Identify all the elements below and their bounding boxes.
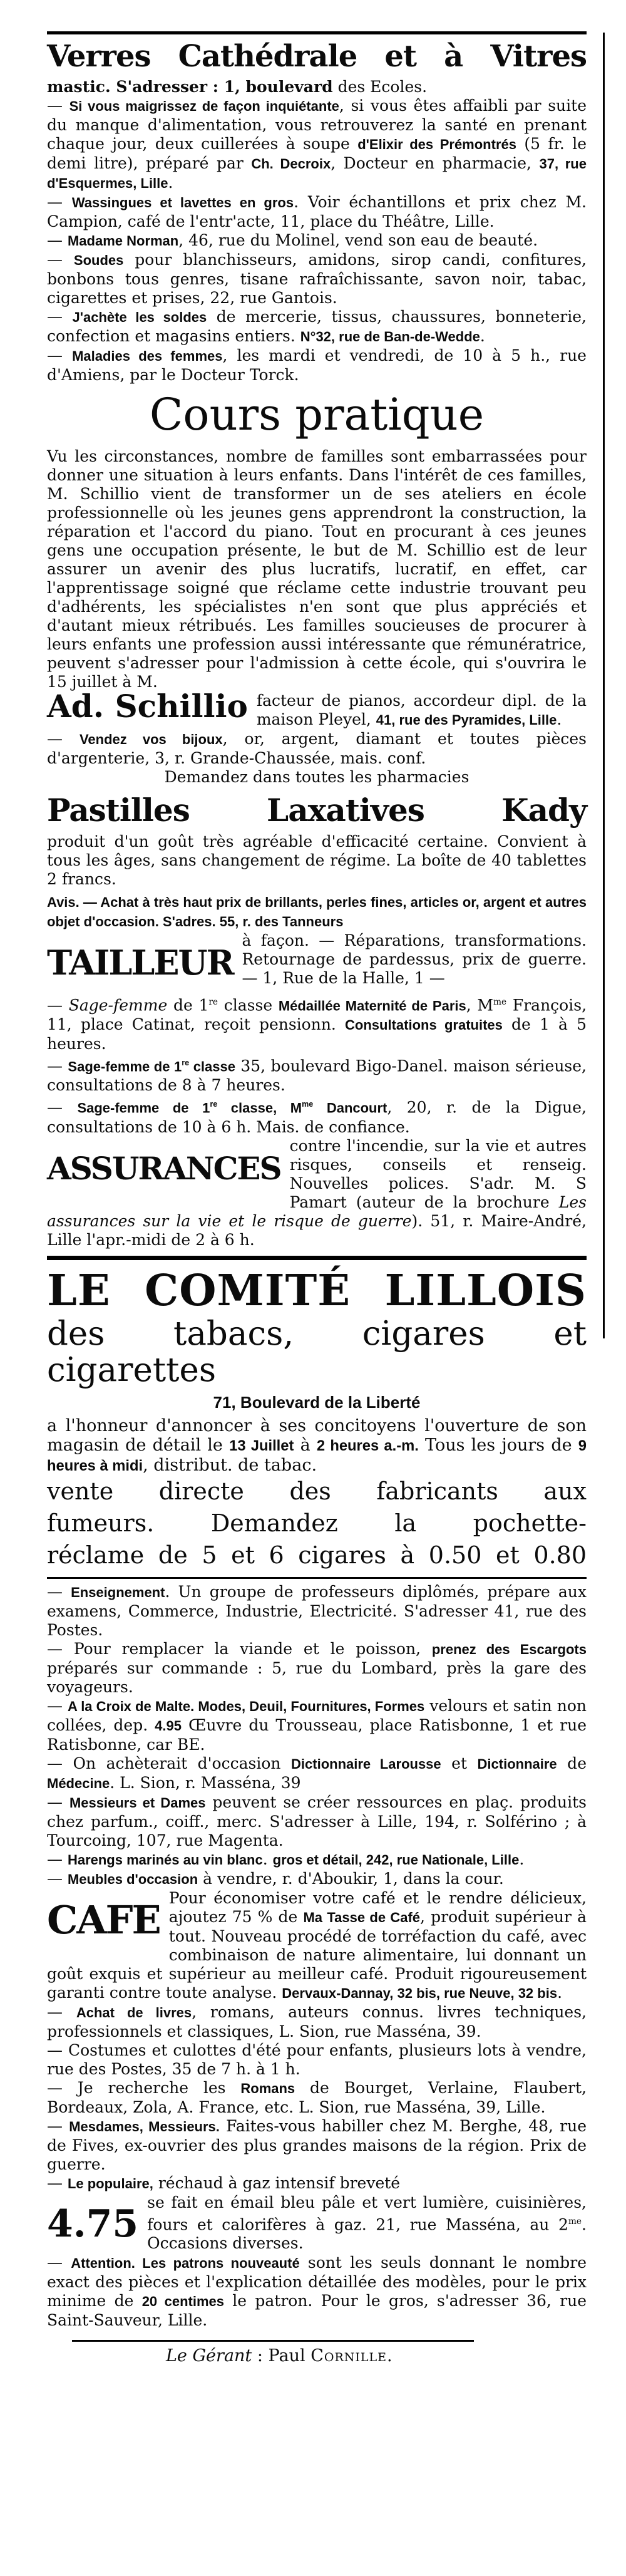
cours-pratique-title: Cours pratique — [149, 389, 485, 441]
ad-romans: — Je recherche les Romans de Bourget, Verlaine, Flaubert, Bordeaux, Zola, A. France, etc. L. Sion, rue Masséna, 39, Lille. — [47, 2078, 587, 2116]
ad-avis-achat: Avis. — Achat à très haut prix de brillants, perles fines, articles or, argent et autres objet d'occasion. S'adres. 55, r. des Tanneurs — [47, 894, 587, 929]
ad-mesdames: — Mesdames, Messieurs. Faites-vous habiller chez M. Berghe, 48, rue de Fives, ex-ouvrier des plus grandes maisons de la région. Prix de guerre. — [47, 2116, 587, 2173]
cafe-display: CAFE — [47, 1896, 160, 1943]
ad-harengs: — Harengs marinés au vin blanc. gros et détail, 242, rue Nationale, Lille. — [47, 1849, 525, 1868]
comite-big-line-3: réclame de 5 et 6 cigares à 0.50 et 0.80 — [47, 1541, 587, 1570]
assurances-ad — [47, 1137, 587, 1249]
comite-subtitle: des tabacs, cigares et cigarettes — [47, 1315, 587, 1390]
comite-body: a l'honneur d'annoncer à ses concitoyens l'ouverture de son magasin de détail le 13 Juillet à 2 heures a.-m. Tous les jours de 9 heures à midi, distribut. de tabac. — [47, 1415, 587, 1475]
ad-wassingues: — Wassingues et lavettes en gros. Voir échantillons et prix chez M. Campion, café de l'entr'acte, 11, place du Théâtre, Lille. — [47, 193, 587, 231]
ad-meubles: — Meubles d'occasion à vendre, r. d'Aboukir, 1, dans la cour. — [47, 1869, 504, 1888]
tailleur-text: à façon. — Réparations, transformations. Retournage de pardessus, prix de guerre. — 1, Rue de la Halle, 1 — — [242, 931, 587, 987]
schillio-ad — [47, 687, 587, 730]
ad-messieurs-dames: — Messieurs et Dames peuvent se créer ressources en plaç. produits chez parfum., coiff., merc. S'adresser à Lille, 194, r. Solférino ; à Tourcoing, 107, rue Magenta. — [47, 1792, 587, 1849]
ad-costumes: — Costumes et culottes d'été pour enfants, plusieurs lots à vendre, rue des Postes, 35 de 7 h. à 1 h. — [47, 2041, 587, 2078]
column-divider-rule — [603, 33, 605, 1338]
ad-sage-femme-francois: — Sage-femme de 1re classe Médaillée Maternité de Paris, $M^{me}$ François, 11, place Catinat, reçoit pensionn. Consultations gratuites de 1 à 5 heures. — [47, 996, 587, 1053]
ad-sage-femme-dancourt: — Sage-femme de 1re classe, $M^{me}$ Dancourt, 20, r. de la Digue, consultations de 10 à 6 h. Mais. de confiance. — [47, 1098, 587, 1136]
footer-rule — [72, 2340, 474, 2342]
ad-madame-norman: — Madame Norman, 46, rue du Molinel, vend son eau de beauté. — [47, 231, 538, 250]
section-rule-thick — [47, 1256, 587, 1260]
gerant-line: Le Gérant : Paul Cornille. — [166, 2346, 393, 2366]
ad-dictionnaires: — On achèterait d'occasion Dictionnaire Larousse et Dictionnaire de Médecine. L. Sion, r. Masséna, 39 — [47, 1754, 587, 1792]
ad-soudes: — Soudes pour blanchisseurs, amidons, sirop candi, confitures, bonbons tous genres, tisane rafraîchissante, savon noir, tabac, cigarettes et prises, 22, rue Gantois. — [47, 251, 587, 308]
ad-enseignement: — Enseignement. Un groupe de professeurs diplômés, prépare aux examens, Commerce, Industrie, Electricité. S'adresser 41, rue des Postes. — [47, 1582, 587, 1639]
comite-address: 71, Boulevard de la Liberté — [213, 1392, 421, 1412]
ad-escargots: — Pour remplacer la viande et le poisson, prenez des Escargots préparés sur commande : 5, rue du Lombard, près la gare des voyageurs. — [47, 1639, 587, 1696]
cours-pratique-body: Vu les circonstances, nombre de familles sont embarrassées pour donner une situation à leurs enfants. Dans l'intérêt de ces familles, M. Schillio vient de transformer un de ses ateliers en école professionnelle où les jeunes gens apprendront la construction, la réparation et l'accord du piano. Tout en procurant à ces jeunes gens une occupation présente, le but de M. Schillio est de leur assurer un avenir des plus lucratifs, lucratif, en effet, car l'apprentissage soigné que réclame cette industrie trouvant peu d'adhérents, les spécialistes n'en sont que plus appréciés et d'autant mieux rétribués. Les familles soucieuses de procurer à leurs enfants une profession aussi intéressante que rémunératrice, peuvent s'adresser pour l'admission à cette école, qui s'ouvrira le 15 juillet à M. — [47, 447, 587, 691]
cafe-text: Pour économiser votre café et le rendre délicieux, ajoutez 75 % de Ma Tasse de Café, produit supérieur à tout. Nouveau procédé de torréfaction du café, avec combinaison de nature alimentaire, lui donnant un goût exquis et supérieur au meilleur café. Produit rigoureusement garanti contre toute analyse. Dervaux-Dannay, 32 bis, rue Neuve, 32 bis. — [47, 1888, 587, 2002]
ad-croix-de-malte: — A la Croix de Malte. Modes, Deuil, Fournitures, Formes velours et satin non collées, dep. 4.95 Œuvre du Trousseau, place Ratisbonne, 1 et rue Ratisbonne, car BE. — [47, 1696, 587, 1754]
ad-elixir: — Si vous maigrissez de façon inquiétante, si vous êtes affaibli par suite du manque d'alimentation, vous retrouverez la santé en prenant chaque jour, deux cuillerées à soupe d'Elixir des Prémontrés (5 fr. le demi litre), préparé par Ch. Decroix, Docteur en pharmacie, 37, rue d'Esquermes, Lille. — [47, 96, 587, 192]
ad-achat-livres: — Achat de livres, romans, auteurs connus. livres techniques, professionnels et classiques, L. Sion, rue Masséna, 39. — [47, 2002, 587, 2041]
schillio-text: facteur de pianos, accordeur dipl. de la maison Pleyel, 41, rue des Pyramides, Lille. — [256, 691, 587, 728]
rechaud-price-display: 4.75 — [47, 2201, 139, 2246]
tailleur-ad — [47, 931, 587, 993]
ad-attention-patrons: — Attention. Les patrons nouveauté sont les seuls donnant le nombre exact des pièces et l'explication détaillée des modèles, pour le prix minime de 20 centimes le patron. Pour le gros, s'adresser 36, rue Saint-Sauveur, Lille. — [47, 2253, 587, 2329]
tailleur-display: TAILLEUR — [47, 942, 233, 983]
ad-le-populaire: — Le populaire, réchaud à gaz intensif breveté — [47, 2173, 401, 2192]
section-rule-thin — [47, 1577, 587, 1579]
main-column — [47, 0, 587, 2366]
headline-verres: Verres Cathédrale et à Vitres — [47, 39, 587, 74]
ad-vendez-bijoux: — Vendez vos bijoux, or, argent, diamant et toutes pièces d'argenterie, 3, r. Grande-Chaussée, mais. conf. — [47, 729, 587, 767]
comite-title: LE COMITÉ LILLOIS — [47, 1265, 587, 1316]
comite-big-line-2: fumeurs. Demandez la pochette- — [47, 1509, 587, 1537]
schillio-display: Ad. Schillio — [47, 687, 248, 725]
kady-title: Pastilles Laxatives Kady — [47, 791, 587, 829]
kady-body: produit d'un goût très agréable d'efficacité certaine. Convient à tous les âges, sans changement de régime. La boîte de 40 tablettes 2 francs. — [47, 832, 587, 888]
top-rule — [47, 31, 587, 34]
pharmacies-line: Demandez dans toutes les pharmacies — [164, 767, 470, 786]
ad-sage-femme-bigo-danel: — Sage-femme de 1re classe 35, boulevard Bigo-Danel. maison sérieuse, consultations de 8 à 7 heures. — [47, 1057, 587, 1095]
ad-soldes: — J'achète les soldes de mercerie, tissus, chaussures, bonneterie, confection et magasins entiers. N°32, rue de Ban-de-Wedde. — [47, 308, 587, 346]
cafe-ad — [47, 1889, 587, 2003]
comite-big-line-1: vente directe des fabricants aux — [47, 1477, 587, 1505]
rechaud-ad — [47, 2193, 587, 2253]
ad-mastic: mastic. S'adresser : 1, boulevard des Ecoles. — [47, 78, 428, 96]
ad-maladies-femmes: — Maladies des femmes, les mardi et vendredi, de 10 à 5 h., rue d'Amiens, par le Docteur Torck. — [47, 346, 587, 385]
rechaud-text: se fait en émail bleu pâle et vert lumière, cuisinières, fours et calorifères à gaz. 21, rue Masséna, au $2^{me}$. Occasions diverses. — [147, 2193, 587, 2252]
assurances-text: contre l'incendie, sur la vie et autres risques, conseils et renseig. Nouvelles polices. S'adr. M. S Pamart (auteur de la brochure Les assurances sur la vie et le risque de guerre). 51, r. Maire-André, Lille l'apr.-midi de 2 à 6 h. — [47, 1136, 587, 1249]
assurances-display: ASSURANCES — [47, 1149, 281, 1187]
